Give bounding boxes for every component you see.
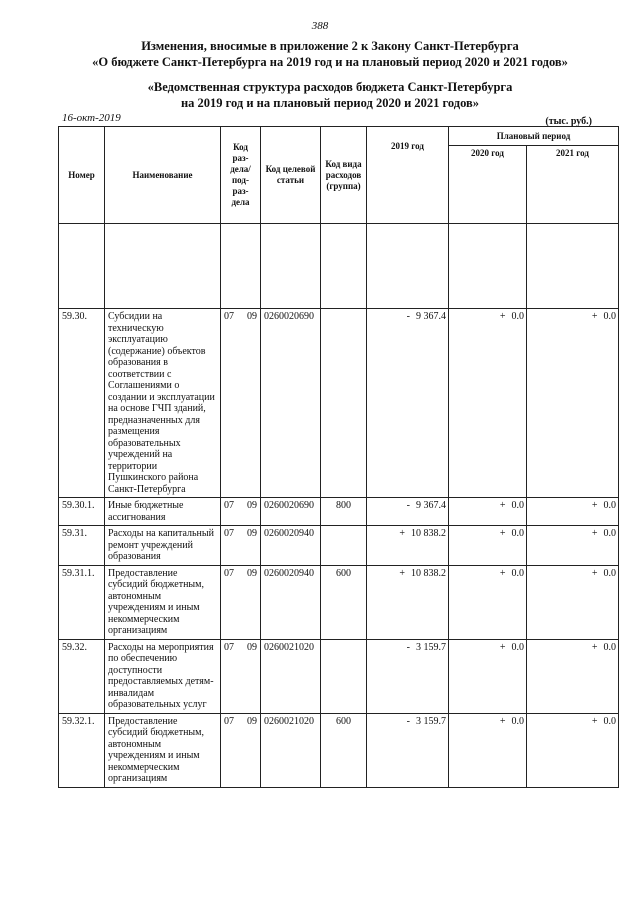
row-sign-2021: +	[591, 641, 598, 653]
row-sign-2021: +	[591, 311, 598, 322]
header-2019: 2019 год	[367, 127, 449, 224]
row-amount-2019: 3 159.7	[416, 641, 446, 653]
subtitle-line-2: на 2019 год и на плановый период 2020 и 2021 годов»	[180, 96, 480, 110]
subtitle-line-1: «Ведомственная структура расходов бюджета Санкт-Петербурга	[147, 80, 513, 94]
document-subtitle	[60, 79, 600, 111]
row-section: 07	[224, 715, 234, 727]
row-sign-2021: +	[591, 567, 598, 579]
row-section-code	[221, 309, 261, 498]
header-expense-type: Код вида расходов (группа)	[321, 127, 367, 224]
row-sign-2019: -	[406, 641, 410, 653]
row-subsection: 09	[247, 500, 257, 511]
row-amount-2019: 3 159.7	[416, 715, 446, 727]
row-value-2020	[449, 639, 527, 713]
row-sign-2020: +	[499, 715, 506, 727]
header-section-code: Код раз-дела/ под-раз-дела	[221, 127, 261, 224]
row-subsection: 09	[247, 311, 257, 322]
table-row	[59, 498, 619, 526]
header-2020: 2020 год	[449, 146, 527, 224]
row-section-code	[221, 713, 261, 787]
row-number: 59.32.1.	[59, 713, 105, 787]
row-amount-2019: 10 838.2	[411, 567, 446, 579]
row-sign-2020: +	[499, 311, 506, 322]
header-name: Наименование	[105, 127, 221, 224]
row-section: 07	[224, 500, 234, 511]
row-name: Субсидии на техническую эксплуатацию (содержание) объектов образования в соответствии с Соглашениями о создании и эксплуатации на основе ГЧП зданий, предназначенных для размещения образовательных учреждений на территории Пушкинского района Санкт-Петербурга	[105, 309, 221, 498]
row-expense-type: 600	[321, 565, 367, 639]
row-number: 59.31.1.	[59, 565, 105, 639]
row-section-code	[221, 498, 261, 526]
row-amount-2019: 9 367.4	[416, 311, 446, 322]
row-value-2021	[527, 498, 619, 526]
header-target-code: Код целевой статьи	[261, 127, 321, 224]
row-value-2019	[367, 713, 449, 787]
row-sign-2021: +	[591, 500, 598, 511]
spacer-row	[59, 224, 619, 309]
row-value-2021	[527, 639, 619, 713]
title-line-2: «О бюджете Санкт-Петербурга на 2019 год и на плановый период 2020 и 2021 годов»	[92, 55, 568, 69]
row-subsection: 09	[247, 641, 257, 653]
row-amount-2021: 0.0	[603, 500, 616, 511]
row-section: 07	[224, 528, 234, 539]
row-section: 07	[224, 641, 234, 653]
row-sign-2020: +	[499, 500, 506, 511]
row-amount-2020: 0.0	[511, 528, 524, 539]
row-sign-2019: -	[406, 715, 410, 727]
row-sign-2019: -	[406, 311, 410, 322]
row-number: 59.30.	[59, 309, 105, 498]
row-section-code	[221, 639, 261, 713]
row-value-2019	[367, 565, 449, 639]
row-expense-type	[321, 309, 367, 498]
row-subsection: 09	[247, 715, 257, 727]
row-sign-2019: +	[399, 567, 405, 579]
row-target-code: 0260020690	[261, 498, 321, 526]
row-expense-type: 600	[321, 713, 367, 787]
row-value-2021	[527, 713, 619, 787]
row-value-2020	[449, 713, 527, 787]
row-number: 59.30.1.	[59, 498, 105, 526]
header-number: Номер	[59, 127, 105, 224]
row-value-2021	[527, 526, 619, 566]
row-sign-2020: +	[499, 641, 506, 653]
row-target-code: 0260021020	[261, 639, 321, 713]
document-date: 16-окт-2019	[62, 112, 121, 124]
row-number: 59.31.	[59, 526, 105, 566]
table-row	[59, 526, 619, 566]
table-row	[59, 309, 619, 498]
row-name: Иные бюджетные ассигнования	[105, 498, 221, 526]
row-sign-2020: +	[499, 528, 506, 539]
row-value-2021	[527, 565, 619, 639]
row-section-code	[221, 565, 261, 639]
row-amount-2019: 10 838.2	[411, 528, 446, 539]
row-sign-2019: -	[406, 500, 410, 511]
row-subsection: 09	[247, 567, 257, 579]
row-sign-2021: +	[591, 715, 598, 727]
header-planned-period: Плановый период	[449, 127, 619, 146]
table-row	[59, 565, 619, 639]
row-value-2020	[449, 565, 527, 639]
row-amount-2020: 0.0	[511, 641, 524, 653]
row-name: Предоставление субсидий бюджетным, автономным учреждениям и иным некоммерческим организациям	[105, 565, 221, 639]
row-section: 07	[224, 311, 234, 322]
row-amount-2021: 0.0	[603, 528, 616, 539]
row-value-2019	[367, 526, 449, 566]
row-target-code: 0260020940	[261, 565, 321, 639]
row-sign-2021: +	[591, 528, 598, 539]
row-name: Предоставление субсидий бюджетным, автономным учреждениям и иным некоммерческим организациям	[105, 713, 221, 787]
row-amount-2021: 0.0	[603, 311, 616, 322]
row-target-code: 0260020940	[261, 526, 321, 566]
table-body	[59, 309, 619, 788]
row-target-code: 0260020690	[261, 309, 321, 498]
budget-table	[58, 126, 619, 788]
row-subsection: 09	[247, 528, 257, 539]
document-title	[60, 38, 600, 70]
row-target-code: 0260021020	[261, 713, 321, 787]
row-section-code	[221, 526, 261, 566]
row-amount-2020: 0.0	[511, 567, 524, 579]
row-value-2019	[367, 309, 449, 498]
row-value-2020	[449, 498, 527, 526]
row-section: 07	[224, 567, 234, 579]
row-number: 59.32.	[59, 639, 105, 713]
row-value-2021	[527, 309, 619, 498]
row-amount-2021: 0.0	[603, 715, 616, 727]
row-name: Расходы на капитальный ремонт учреждений образования	[105, 526, 221, 566]
row-value-2019	[367, 498, 449, 526]
row-amount-2021: 0.0	[603, 641, 616, 653]
title-line-1: Изменения, вносимые в приложение 2 к Закону Санкт-Петербурга	[141, 39, 519, 53]
row-amount-2019: 9 367.4	[416, 500, 446, 511]
row-name: Расходы на мероприятия по обеспечению доступности предоставляемых детям-инвалидам образовательных услуг	[105, 639, 221, 713]
row-sign-2019: +	[399, 528, 405, 539]
row-amount-2020: 0.0	[511, 500, 524, 511]
header-2021: 2021 год	[527, 146, 619, 224]
row-sign-2020: +	[499, 567, 506, 579]
table-row	[59, 639, 619, 713]
row-expense-type: 800	[321, 498, 367, 526]
row-value-2020	[449, 309, 527, 498]
row-expense-type	[321, 639, 367, 713]
row-amount-2020: 0.0	[511, 311, 524, 322]
row-value-2020	[449, 526, 527, 566]
page-number: 388	[311, 20, 329, 32]
row-value-2019	[367, 639, 449, 713]
units-label: (тыс. руб.)	[545, 116, 592, 127]
row-expense-type	[321, 526, 367, 566]
row-amount-2021: 0.0	[603, 567, 616, 579]
table-row	[59, 713, 619, 787]
header-row-1	[59, 127, 619, 146]
row-amount-2020: 0.0	[511, 715, 524, 727]
